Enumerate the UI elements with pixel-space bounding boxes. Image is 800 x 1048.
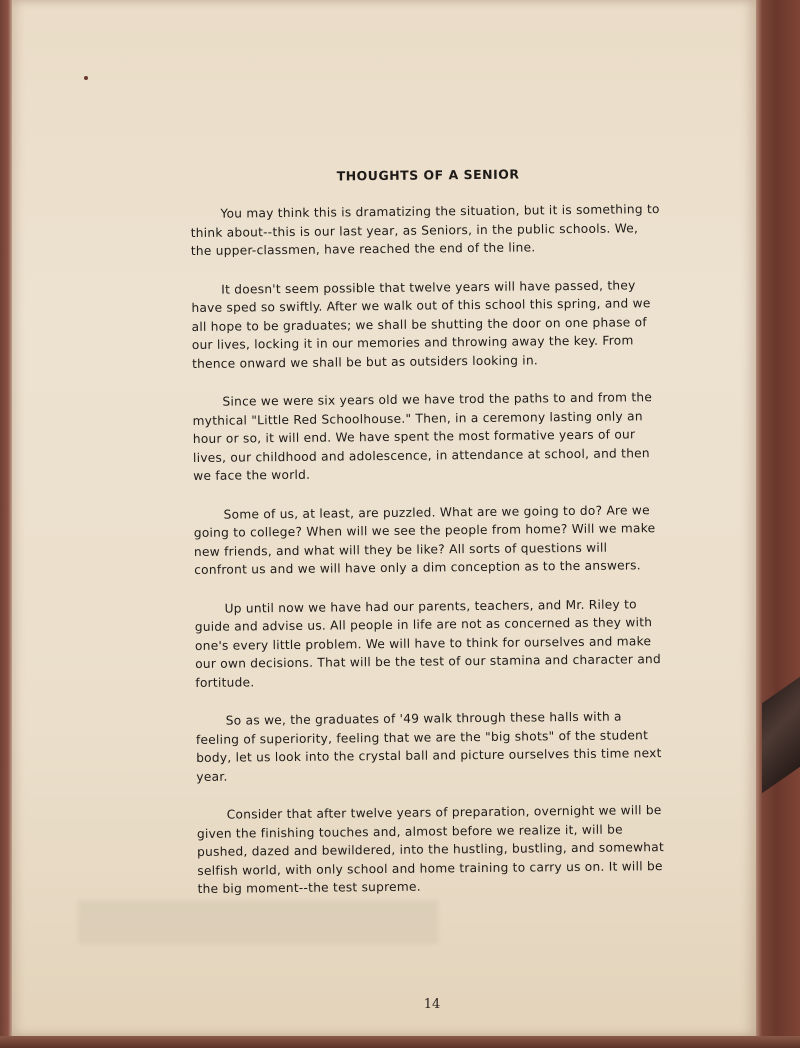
paragraph-7: Consider that after twelve years of preparation, overnight we will be given the finishing touches and, almost before we realize it, will be pushed, dazed and bewildered, into the hustling, bustling, and somewhat selfish world, with only school and home training to carry us on. It will be the big moment--the test supreme. [196,803,665,896]
book-bottom-edge [0,1036,800,1048]
paragraph-6: So as we, the graduates of '49 walk through these halls with a feeling of superiority, feeling that we are the "big shots" of the student body, let us look into the crystal ball and picture ourselves this time next year. [195,709,662,784]
page-title: THOUGHTS OF A SENIOR [336,166,520,184]
paragraph-5: Up until now we have had our parents, teachers, and Mr. Riley to guide and advise us. All people in life are not as concerned as they with one's every little problem. We will have to think for ourselves and make our own decisions. That will be the test of our stamina and character and fortitude. [194,596,662,690]
paper-speck [84,76,88,80]
book-cover-edge [756,0,800,1036]
essay-body [190,165,668,918]
paragraph-1: You may think this is dramatizing the situation, but it is something to think about--this is our last year, as Seniors, in the public schools. We, the upper-classmen, have reached the end of the line. [190,202,660,258]
page-number: 14 [423,997,441,1012]
paragraph-2: It doesn't seem possible that twelve years will have passed, they have sped so swiftly. After we walk out of this school this spring, and we all hope to be graduates; we shall be shutting the door on one phase of our lives, locking it in our memories and throwing away the key. From thence onward we shall be but as outsiders looking in. [191,277,651,371]
paragraph-3: Since we were six years old we have trod the paths to and from the mythical "Little Red Schoolhouse." Then, in a ceremony lasting only an hour or so, it will end. We have spent the most formative years of our lives, our childhood and adolescence, in attendance at school, and then we face the world. [192,390,653,483]
book-page [12,0,756,1036]
paragraph-4: Some of us, at least, are puzzled. What are we going to do? Are we going to college? When will we see the people from home? Will we make new friends, and what will they be like? All sorts of questions will confront us and we will have only a dim conception as to the answers. [193,502,656,577]
